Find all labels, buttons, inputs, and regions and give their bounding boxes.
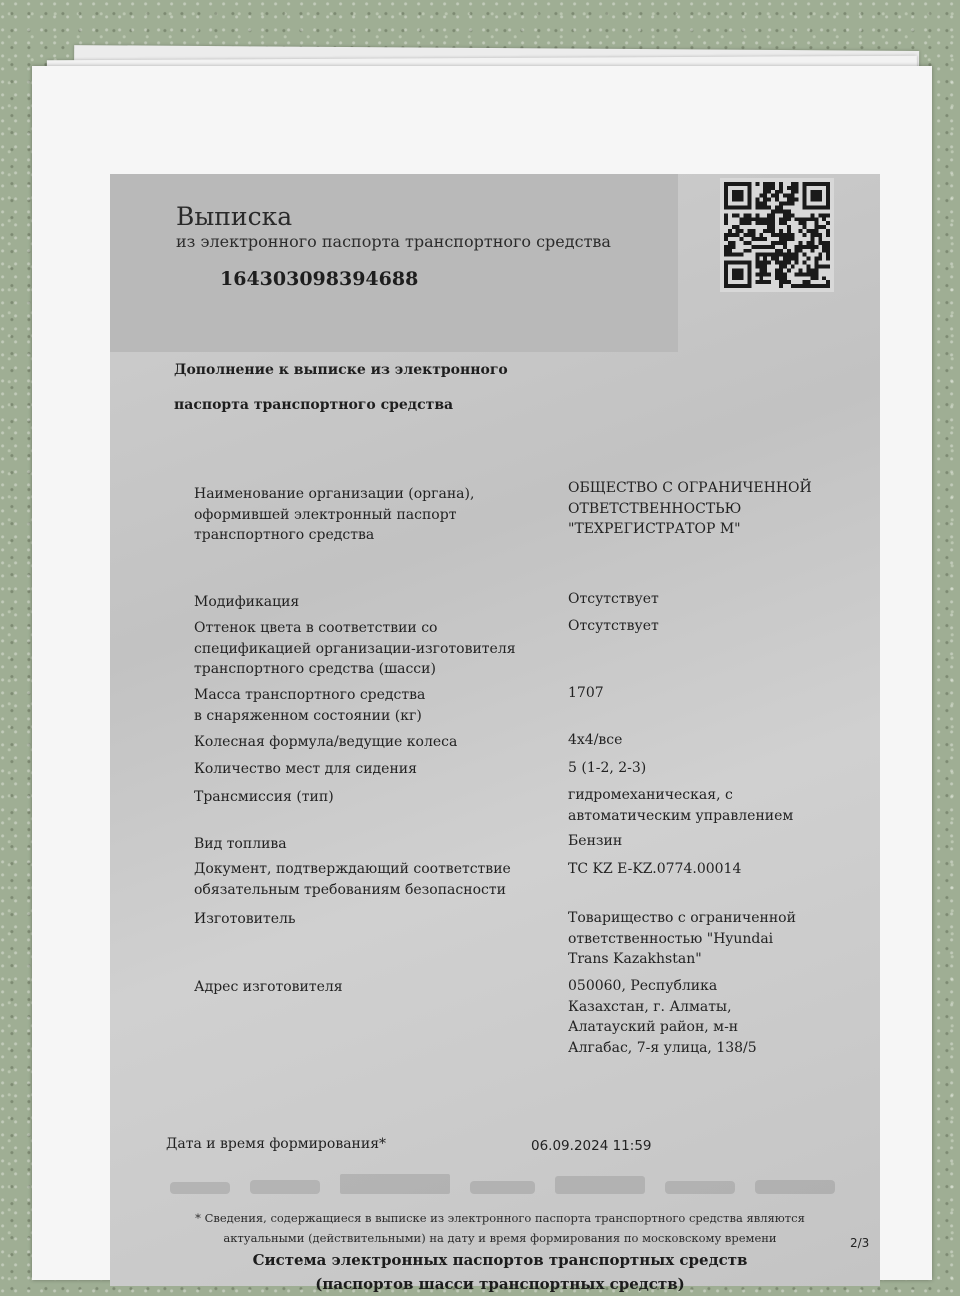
document-title: Выписка: [176, 202, 293, 231]
row-label-seats: Количество мест для сидения: [194, 761, 417, 777]
row-label-manufacturer-address: Адрес изготовителя: [194, 979, 343, 995]
row-label-manufacturer: Изготовитель: [194, 911, 296, 927]
footnote: [180, 1208, 820, 1248]
row-value-transmission: гидромеханическая, с автоматическим управлением: [568, 787, 794, 824]
row-label-conformity: Документ, подтверждающий соответствие обязательным требованиям безопасности: [194, 861, 511, 898]
generation-datetime-label: Дата и время формирования*: [166, 1136, 387, 1152]
system-title-line1: Система электронных паспортов транспортных средств: [252, 1251, 748, 1269]
system-title: [180, 1248, 820, 1296]
row-value-manufacturer-address: 050060, Республика Казахстан, г. Алматы, Алатауский район, м-н Алгабас, 7-я улица, 138/5: [568, 978, 757, 1056]
section-title-line1: Дополнение к выписке из электронного: [174, 362, 508, 378]
row-value-fuel: Бензин: [568, 833, 623, 849]
qr-code-icon: [720, 178, 834, 292]
section-title-line2: паспорта транспортного средства: [174, 397, 454, 413]
page-number: 2/3: [850, 1236, 870, 1250]
document-subtitle: из электронного паспорта транспортного средства: [176, 232, 611, 251]
row-value-modification: Отсутствует: [568, 591, 659, 607]
vehicles-watermark-icon: [160, 1172, 860, 1196]
header-band: [110, 174, 678, 352]
row-value-organization: ОБЩЕСТВО С ОГРАНИЧЕННОЙ ОТВЕТСТВЕННОСТЬЮ "ТЕХРЕГИСТРАТОР М": [568, 480, 812, 537]
row-value-seats: 5 (1-2, 2-3): [568, 760, 647, 776]
row-value-mass: 1707: [568, 685, 604, 701]
row-value-color: Отсутствует: [568, 618, 659, 634]
row-label-organization: Наименование организации (органа), оформившей электронный паспорт транспортного средства: [194, 486, 475, 543]
footnote-line1: * Сведения, содержащиеся в выписке из электронного паспорта транспортного средства являются: [195, 1211, 805, 1225]
row-value-conformity: ТС KZ E-KZ.0774.00014: [568, 861, 742, 877]
system-title-line2: (паспортов шасси транспортных средств): [315, 1275, 685, 1293]
row-value-wheel-formula: 4х4/все: [568, 732, 623, 748]
document-number: 164303098394688: [220, 268, 419, 290]
row-value-manufacturer: Товарищество с ограниченной ответственностью "Hyundai Trans Kazakhstan": [568, 910, 796, 967]
row-label-transmission: Трансмиссия (тип): [194, 789, 334, 805]
document-panel: [110, 174, 880, 1293]
generation-datetime-value: 06.09.2024 11:59: [531, 1138, 652, 1154]
footnote-line2: актуальными (действительными) на дату и время формирования по московскому времени: [223, 1231, 777, 1245]
row-label-wheel-formula: Колесная формула/ведущие колеса: [194, 734, 458, 750]
row-label-fuel: Вид топлива: [194, 836, 287, 852]
document-sheet: [32, 66, 932, 1293]
row-label-color: Оттенок цвета в соответствии со спецификацией организации-изготовителя транспортного средства (шасси): [194, 620, 516, 677]
row-label-mass: Масса транспортного средства в снаряженном состоянии (кг): [194, 687, 426, 724]
row-label-modification: Модификация: [194, 594, 300, 610]
